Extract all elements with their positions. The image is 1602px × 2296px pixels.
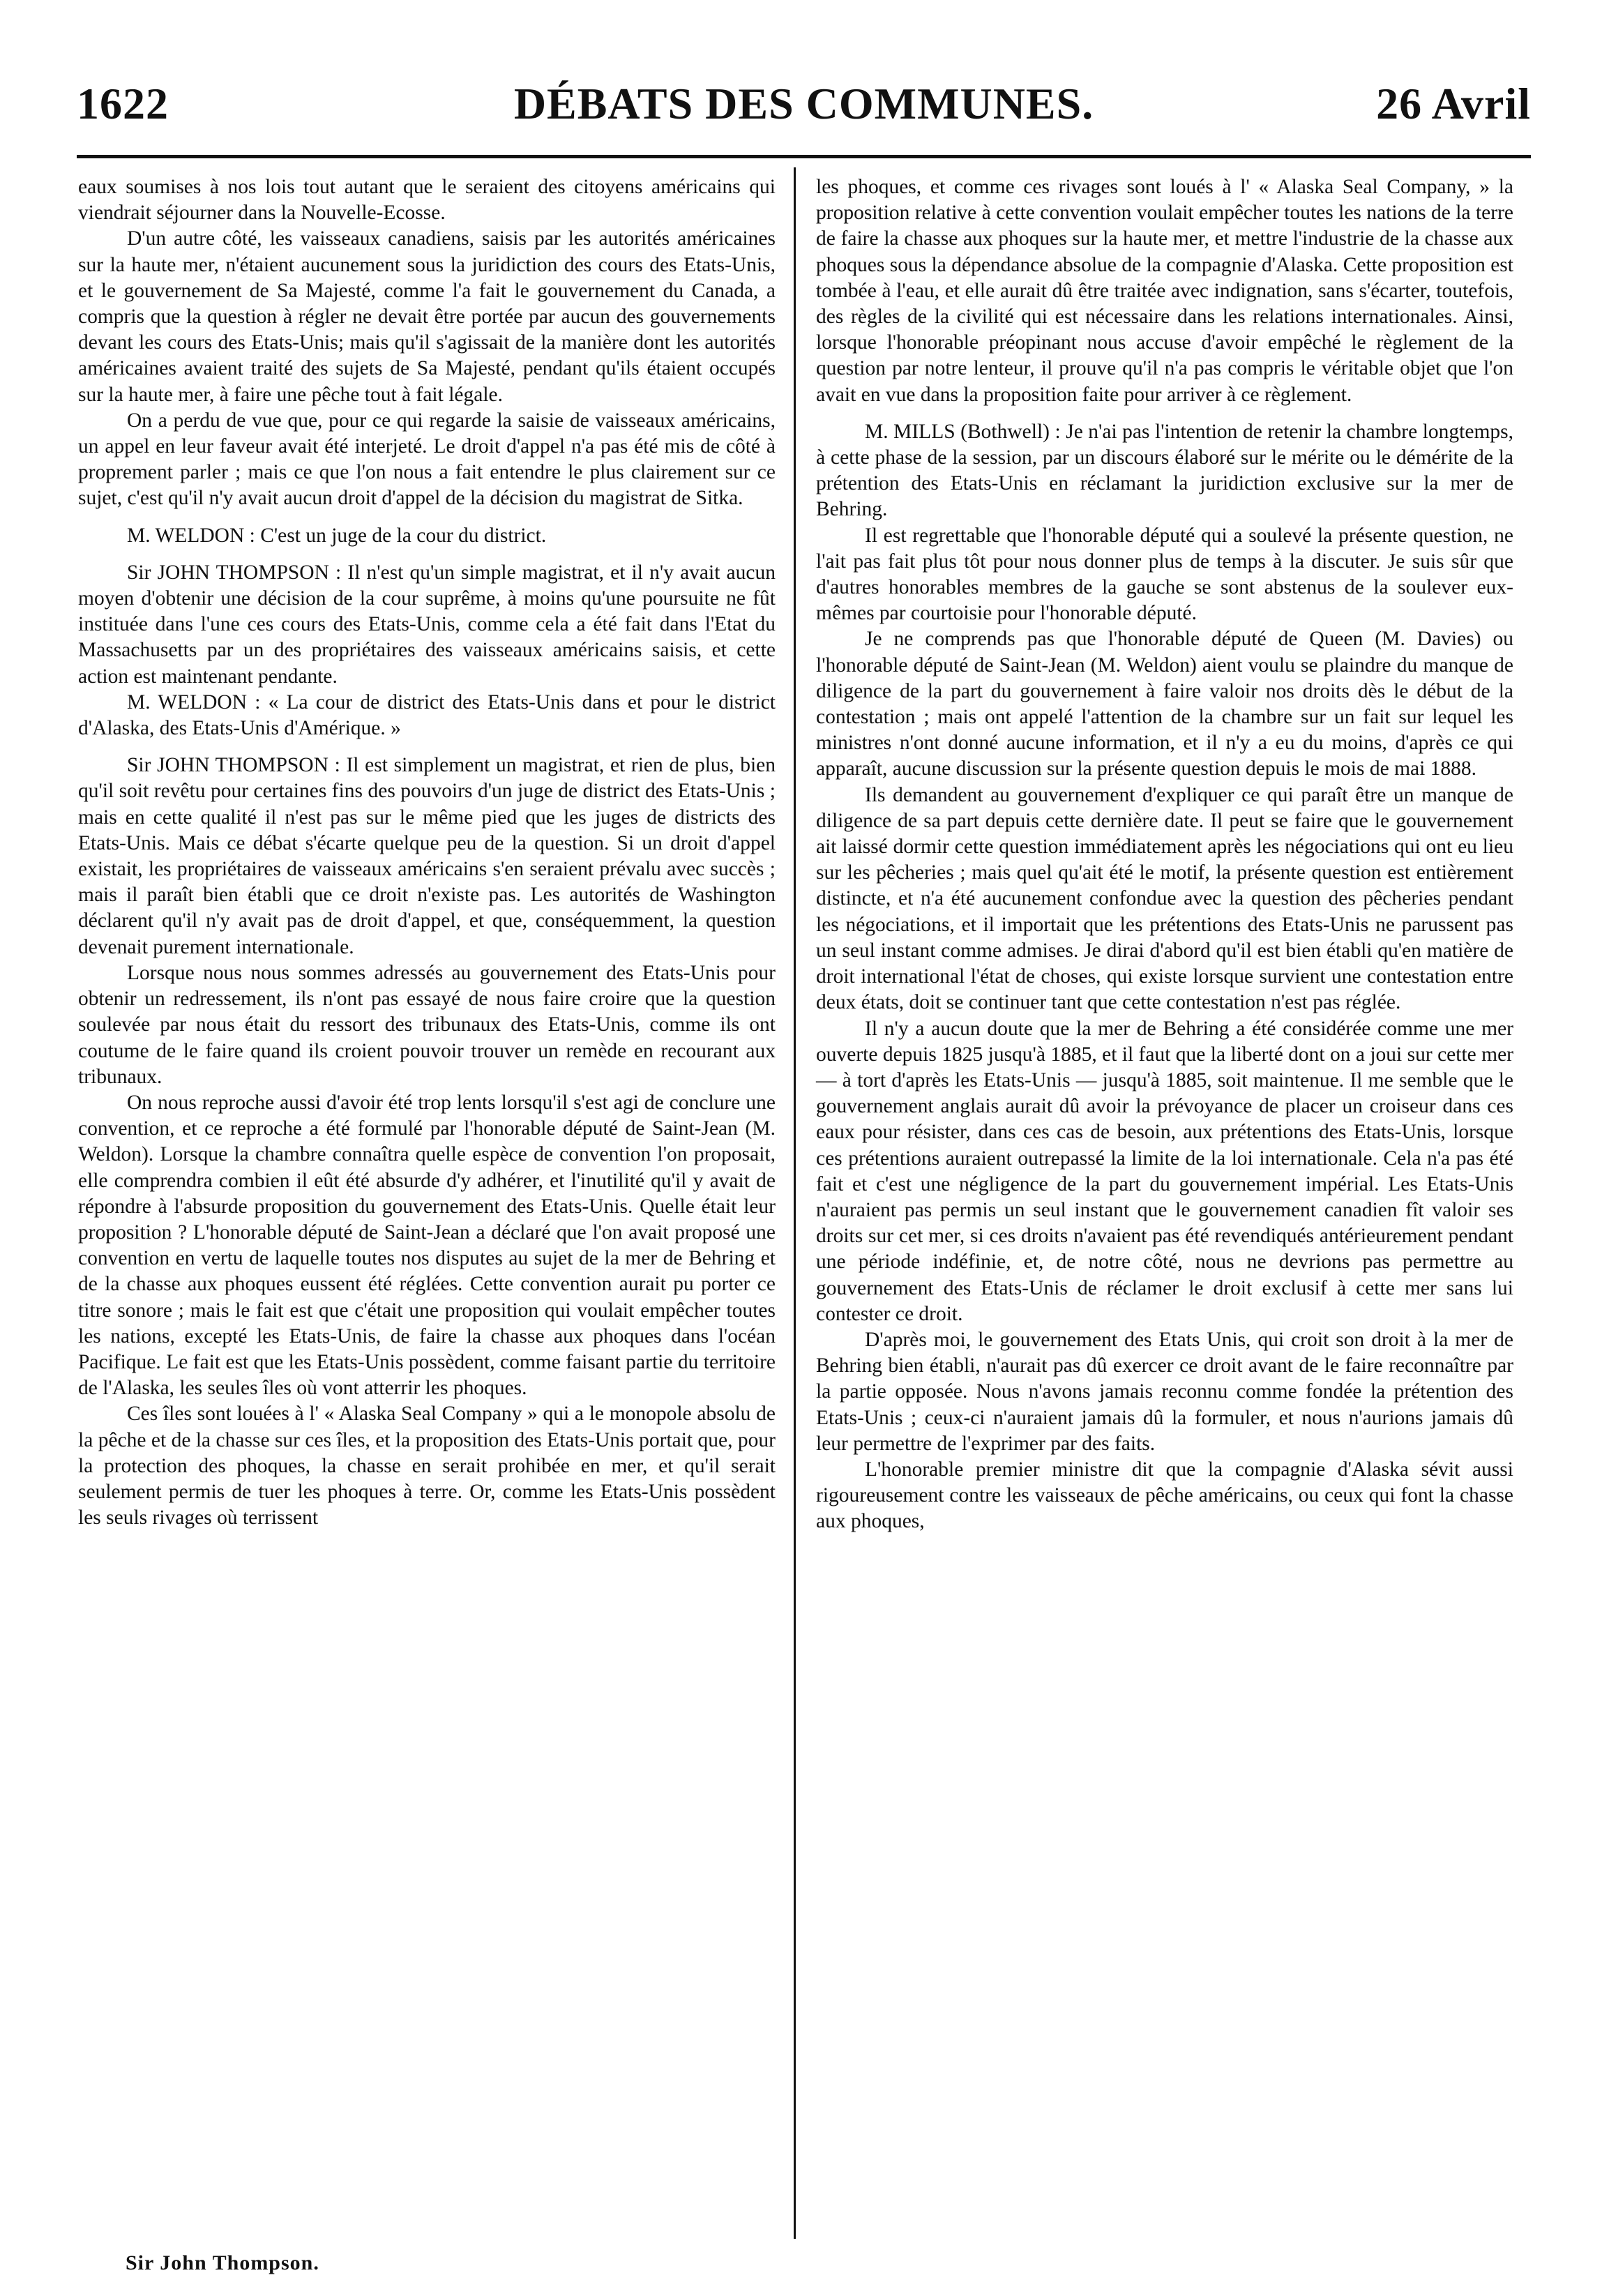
page-number: 1622 — [77, 79, 169, 128]
paragraph: Ces îles sont louées à l' « Alaska Seal Company » qui a le monopole absolu de la pêche et de la chasse sur ces îles, et la proposition des Etats-Unis portait que, pour la protection des phoques, la chasse en serait prohibée en mer, et qu'il serait seulement permis de tuer les phoques à terre. Or, comme les Etats-Unis possèdent les seuls rivages où terrissent — [78, 1403, 776, 1530]
paragraph: Sir JOHN THOMPSON : Il est simplement un magistrat, et rien de plus, bien qu'il soit revêtu pour certaines fins des pouvoirs d'un juge de district des Etats-Unis ; mais en cette qualité il n'est pas sur le même pied que les juges de districts des Etats-Unis. Mais ce débat s'écarte quelque peu de la question. Si un droit d'appel existait, les propriétaires de vaisseaux américains s'en seraient prévalu avec succès ; mais il paraît bien établi que ce droit n'existe pas. Les autorités de Washington déclarent qu'il n'y avait pas de droit d'appel, et que, conséquemment, la question devenait purement internationale. — [78, 754, 776, 958]
paragraph: On nous reproche aussi d'avoir été trop lents lorsqu'il s'est agi de conclure une convention, et ce reproche a été formulé par l'honorable député de Saint-Jean (M. Weldon). Lorsque la chambre connaîtra quelle espèce de convention l'on proposait, elle comprendra combien il eût été absurde d'y adhérer, et l'inutilité qu'il y avait de répondre à l'absurde proposition du gouvernement des Etats-Unis. Quelle était leur proposition ? L'honorable député de Saint-Jean a déclaré que l'on avait proposé une convention en vertu de laquelle toutes nos disputes au sujet de la mer de Behring et de la chasse aux phoques eussent été réglées. Cette convention aurait pu porter ce titre sonore ; mais le fait est que c'était une proposition qui voulait empêcher toutes les nations, excepté les Etats-Unis, de faire la chasse aux phoques dans l'océan Pacifique. Le fait est que les Etats-Unis possèdent, comme faisant partie du territoire de l'Alaska, les seules îles où vont atterrir les phoques. — [78, 1091, 776, 1400]
paragraph: eaux soumises à nos lois tout autant que le seraient des citoyens américains qui viendrait séjourner dans la Nouvelle-Ecosse. — [78, 176, 776, 225]
paragraph: L'honorable premier ministre dit que la compagnie d'Alaska sévit aussi rigoureusement contre les vaisseaux de pêche américains, ou ceux qui font la chasse aux phoques, — [816, 1458, 1513, 1533]
paragraph: D'un autre côté, les vaisseaux canadiens, saisis par les autorités américaines sur la haute mer, n'étaient aucunement sous la juridiction des cours des Etats-Unis, et le gouvernement de Sa Majesté, comme l'a fait le gouvernement du Canada, a compris que la question à régler ne devait être portée par aucun des gouvernements devant les cours des Etats-Unis; mais qu'il s'agissait de la manière dont les autorités américaines avaient traité des sujets de Sa Majesté, pendant qu'ils étaient occupés sur la haute mer, à faire une pêche tout à fait légale. — [78, 227, 776, 406]
paragraph: Je ne comprends pas que l'honorable député de Queen (M. Davies) ou l'honorable député de Saint-Jean (M. Weldon) aient voulu se plaindre du manque de diligence de la part du gouvernement à faire valoir nos droits dès le début de la contestation ; mais ont appelé l'attention de la chambre sur un fait sur lequel les ministres n'ont donné aucune information, et il n'y a eu du moins, d'après ce qui apparaît, aucune discussion sur la présente question depuis le mois de mai 1888. — [816, 628, 1513, 780]
header-rule — [77, 155, 1531, 158]
paragraph: On a perdu de vue que, pour ce qui regarde la saisie de vaisseaux américains, un appel en leur faveur avait été interjeté. Le droit d'appel n'a pas été mis de côté à proprement parler ; mais ce que l'on nous a fait entendre le plus clairement sur ce sujet, c'est qu'il n'y avait aucun droit d'appel de la décision du magistrat de Sitka. — [78, 409, 776, 510]
paragraph: M. WELDON : « La cour de district des Etats-Unis dans et pour le district d'Alaska, des Etats-Unis d'Amérique. » — [78, 690, 776, 740]
paragraph: D'après moi, le gouvernement des Etats Unis, qui croit son droit à la mer de Behring bien établi, n'aurait pas dû exercer ce droit avant de le faire reconnaître par la partie opposée. Nous n'avons jamais reconnu comme fondée la prétention des Etats-Unis ; ceux-ci n'auraient jamais dû la formuler, et nous n'aurions jamais dû leur permettre de l'exprimer par des faits. — [816, 1328, 1513, 1455]
journal-title: DÉBATS DES COMMUNES. — [513, 79, 1094, 128]
paragraph: les phoques, et comme ces rivages sont loués à l' « Alaska Seal Company, » la proposition relative à cette convention voulait empêcher toutes les nations de la terre de faire la chasse aux phoques sur la haute mer, et mettre l'industrie de la chasse aux phoques sous la dépendance absolue de la compagnie d'Alaska. Cette proposition est tombée à l'eau, et elle aurait dû être traitée avec indignation, sans s'écarter, toutefois, des règles de la civilité qui est nécessaire dans les relations internationales. Ainsi, lorsque l'honorable préopinant nous accuse d'avoir empêché le règlement de la question par notre lenteur, il prouve qu'il n'a pas compris le véritable objet que l'on avait en vue dans la proposition faite pour arriver à ce règlement. — [816, 176, 1513, 406]
paragraph: M. MILLS (Bothwell) : Je n'ai pas l'intention de retenir la chambre longtemps, à cette phase de la session, par un discours élaboré sur le mérite ou le démérite de la prétention des Etats-Unis en réclamant la juridiction exclusive sur la mer de Behring. — [816, 420, 1513, 521]
page-header — [77, 78, 1531, 134]
paragraph: Il est regrettable que l'honorable député qui a soulevé la présente question, ne l'ait pas fait plus tôt pour nous donner plus de temps à la discuter. Je suis sûr que d'autres honorables membres de la gauche se sont abstenus de la soulever eux-mêmes par courtoisie pour l'honorable député. — [816, 524, 1513, 625]
column-divider — [794, 167, 796, 2239]
left-column — [78, 174, 776, 1531]
paragraph: M. WELDON : C'est un juge de la cour du district. — [127, 524, 547, 547]
paragraph: Il n'y a aucun doute que la mer de Behring a été considérée comme une mer ouverte depuis 1825 jusqu'à 1885, et il faut que la liberté dont on a joui sur cette mer — à tort d'après les Etats-Unis — jusqu'à 1885, soit maintenue. Il me semble que le gouvernement anglais aurait dû avoir la prévoyance de placer un croiseur dans ces eaux pour résister, dans ces cas de besoin, aux prétentions des Etats-Unis, lorsque ces prétentions auraient outrepassé la limite de la loi internationale. Cela n'a pas été fait et c'est une négligence de la part du gouvernement impérial. Les Etats-Unis n'auraient pas permis un seul instant que le gouvernement canadien fît valoir ses droits sur cet mer, si ces droits n'avaient pas été revendiqués antérieurement pendant une période indéfinie, et, de notre côté, nous ne devrions pas permettre au gouvernement des Etats-Unis de réclamer le droit exclusif à cette mer sans lui contester ce droit. — [816, 1017, 1513, 1325]
page-date: 26 Avril — [1376, 79, 1531, 128]
paragraph: Lorsque nous nous sommes adressés au gouvernement des Etats-Unis pour obtenir un redressement, ils n'ont pas essayé de nous faire croire que la question soulevée par nous était du ressort des tribunaux des Etats-Unis, comme ils ont coutume de le faire quand ils croient pouvoir trouver un remède en recourant aux tribunaux. — [78, 961, 776, 1088]
right-column — [816, 174, 1513, 1535]
paragraph: Sir JOHN THOMPSON : Il n'est qu'un simple magistrat, et il n'y avait aucun moyen d'obtenir une décision de la cour suprême, à moins qu'une poursuite ne fût instituée dans l'une ces cours des Etats-Unis, comme cela a été fait dans l'Etat du Massachusetts par un des propriétaires des vaisseaux américains saisis, et cette action est maintenant pendante. — [78, 561, 776, 688]
running-footer: Sir John Thompson. — [126, 2251, 319, 2274]
paragraph: Ils demandent au gouvernement d'expliquer ce qui paraît être un manque de diligence de sa part depuis cette dernière date. Il peut se faire que le gouvernement ait laissé dormir cette question immédiatement après les négociations qui ont eu lieu sur les pêcheries ; mais quel qu'ait été le motif, la présente question est entièrement distincte, et n'a été aucunement confondue avec la question des pêcheries pendant les négociations, et il importait que les prétentions des Etats-Unis ne parussent pas un seul instant comme admises. Je dirai d'abord qu'il est bien établi qu'en matière de droit international l'état de choses, qui existe lorsque survient une contestation entre deux états, doit se continuer tant que cette contestation n'est pas réglée. — [816, 783, 1513, 1014]
